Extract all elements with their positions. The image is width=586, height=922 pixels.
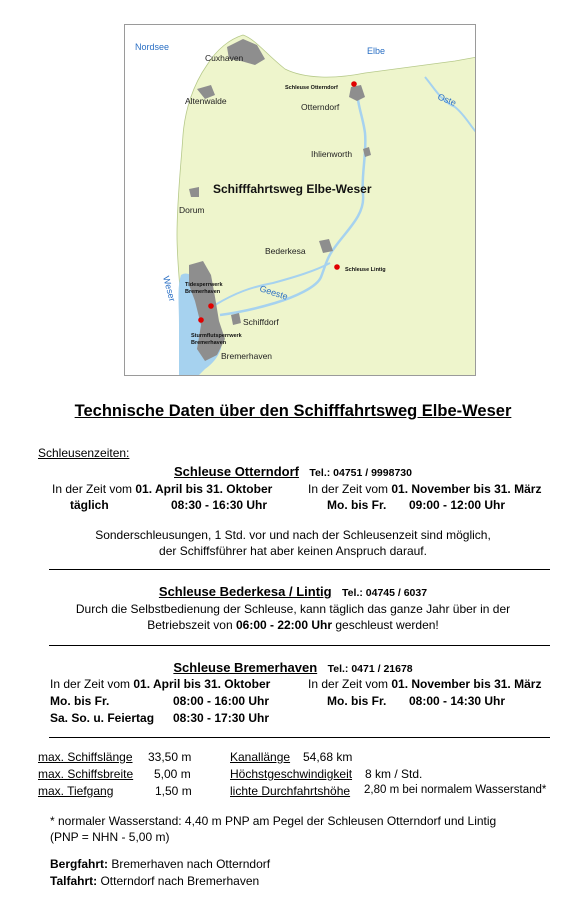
otterndorf-name: Schleuse Otterndorf xyxy=(174,464,299,479)
spec-width-label: max. Schiffsbreite xyxy=(38,767,134,781)
bergfahrt-label: Bergfahrt: xyxy=(50,857,109,871)
otterndorf-note-1: Sonderschleusungen, 1 Std. vor und nach der Schleusenzeit sind möglich, xyxy=(95,528,491,542)
otterndorf-note-2: der Schiffsführer hat aber keinen Anspruch darauf. xyxy=(159,544,427,558)
lock-lintig-marker xyxy=(334,264,340,270)
label-ihlienworth: Ihlienworth xyxy=(311,149,353,159)
bederkesa-text-2-pre: Betriebszeit von xyxy=(147,618,236,632)
otterndorf-winter-period xyxy=(308,482,541,496)
spec-clearance-label: lichte Durchfahrtshöhe xyxy=(230,784,351,798)
otterndorf-summer-time: 08:30 - 16:30 Uhr xyxy=(171,498,268,512)
bremerhaven-heading xyxy=(0,659,586,677)
label-tidesperrwerk-1: Tidesperrwerk xyxy=(185,282,223,288)
label-otterndorf: Otterndorf xyxy=(301,102,340,112)
label-dorum: Dorum xyxy=(179,205,205,215)
bremerhaven-summer-pre: In der Zeit vom xyxy=(50,677,134,691)
talfahrt-line xyxy=(50,874,259,888)
label-schiffdorf: Schiffdorf xyxy=(243,317,279,327)
otterndorf-winter-days: Mo. bis Fr. xyxy=(327,498,387,512)
bremerhaven-winter-pre: In der Zeit vom xyxy=(308,677,392,691)
label-sturmflut-1: Sturmflutsperrwerk xyxy=(191,333,242,339)
label-altenwalde: Altenwalde xyxy=(185,96,227,106)
talfahrt-text: Otterndorf nach Bremerhaven xyxy=(97,874,260,888)
bremerhaven-winter-period xyxy=(308,677,541,691)
bederkesa-heading xyxy=(0,583,586,601)
otterndorf-winter-dates: 01. November bis 31. März xyxy=(391,482,542,496)
bremerhaven-weekday-time: 08:00 - 16:00 Uhr xyxy=(173,694,270,708)
page-title: Technische Daten über den Schifffahrtsweg Elbe-Weser xyxy=(74,402,512,420)
label-geeste: Geeste xyxy=(258,283,290,302)
bremerhaven-summer-period xyxy=(50,677,270,691)
bremerhaven-weekend-time: 08:30 - 17:30 Uhr xyxy=(173,711,270,725)
bederkesa-text-2-post: geschleust werden! xyxy=(332,618,439,632)
spec-draft-label: max. Tiefgang xyxy=(38,784,114,798)
canal-map xyxy=(124,24,476,376)
bergfahrt-line xyxy=(50,857,270,871)
label-nordsee: Nordsee xyxy=(135,42,170,52)
bederkesa-tel: Tel.: 04745 / 6037 xyxy=(342,587,428,599)
spec-speed-value: 8 km / Std. xyxy=(365,767,423,781)
spec-length-label: max. Schiffslänge xyxy=(38,750,133,764)
label-oste: Oste xyxy=(436,91,458,108)
otterndorf-summer-days: täglich xyxy=(70,498,109,512)
label-sturmflut-2: Bremerhaven xyxy=(191,340,227,346)
bederkesa-text-1: Durch die Selbstbedienung der Schleuse, kann täglich das ganze Jahr über in der xyxy=(75,602,511,616)
bremerhaven-winter-time: 08:00 - 14:30 Uhr xyxy=(409,694,506,708)
bergfahrt-text: Bremerhaven nach Otterndorf xyxy=(108,857,271,871)
map-graphic xyxy=(125,25,476,376)
otterndorf-summer-period xyxy=(52,482,272,496)
spec-clearance-value: 2,80 m bei normalem Wasserstand* xyxy=(364,784,547,796)
bremerhaven-weekday-days: Mo. bis Fr. xyxy=(50,694,110,708)
lock-sturmflut-marker xyxy=(198,317,204,323)
bederkesa-text-2 xyxy=(0,618,586,632)
label-bremerhaven: Bremerhaven xyxy=(221,351,273,361)
otterndorf-summer-dates: 01. April bis 31. Oktober xyxy=(135,482,273,496)
bremerhaven-winter-dates: 01. November bis 31. März xyxy=(391,677,542,691)
bremerhaven-weekend-days: Sa. So. u. Feiertag xyxy=(50,711,155,725)
divider-3 xyxy=(49,737,550,738)
label-elbe: Elbe xyxy=(367,46,386,56)
schleusenzeiten-label: Schleusenzeiten: xyxy=(38,446,130,460)
spec-speed-label: Höchstgeschwindigkeit xyxy=(230,767,353,781)
bederkesa-name: Schleuse Bederkesa / Lintig xyxy=(158,584,332,599)
divider-2 xyxy=(49,645,550,646)
spec-length-value: 33,50 m xyxy=(148,750,192,764)
label-bederkesa: Bederkesa xyxy=(265,246,306,256)
bederkesa-hours: 06:00 - 22:00 Uhr xyxy=(235,618,333,632)
label-weser: Weser xyxy=(161,274,178,303)
otterndorf-summer-pre: In der Zeit vom xyxy=(52,482,136,496)
footnote-2: (PNP = NHN - 5,00 m) xyxy=(50,830,170,844)
label-canal-name: Schifffahrtsweg Elbe-Weser xyxy=(213,182,372,196)
bremerhaven-winter-days: Mo. bis Fr. xyxy=(327,694,387,708)
label-tidesperrwerk-2: Bremerhaven xyxy=(185,289,221,295)
bremerhaven-tel: Tel.: 0471 / 21678 xyxy=(327,663,413,675)
label-schleuse-lintig: Schleuse Lintig xyxy=(345,267,386,273)
talfahrt-label: Talfahrt: xyxy=(50,874,98,888)
otterndorf-winter-pre: In der Zeit vom xyxy=(308,482,392,496)
otterndorf-heading xyxy=(0,463,586,481)
footnote-1: * normaler Wasserstand: 4,40 m PNP am Pegel der Schleusen Otterndorf und Lintig xyxy=(50,814,497,828)
label-cuxhaven: Cuxhaven xyxy=(205,53,244,63)
divider-1 xyxy=(49,569,550,570)
lock-otterndorf-marker xyxy=(351,81,357,87)
otterndorf-winter-time: 09:00 - 12:00 Uhr xyxy=(409,498,506,512)
otterndorf-tel: Tel.: 04751 / 9998730 xyxy=(309,467,412,479)
spec-draft-value: 1,50 m xyxy=(155,784,192,798)
spec-width-value: 5,00 m xyxy=(154,767,191,781)
spec-canal-length-label: Kanallänge xyxy=(230,750,291,764)
label-schleuse-otterndorf: Schleuse Otterndorf xyxy=(285,85,338,91)
lock-tidesperrwerk-marker xyxy=(208,303,214,309)
spec-canal-length-value: 54,68 km xyxy=(303,750,353,764)
bremerhaven-name: Schleuse Bremerhaven xyxy=(173,660,318,675)
bremerhaven-summer-dates: 01. April bis 31. Oktober xyxy=(133,677,271,691)
